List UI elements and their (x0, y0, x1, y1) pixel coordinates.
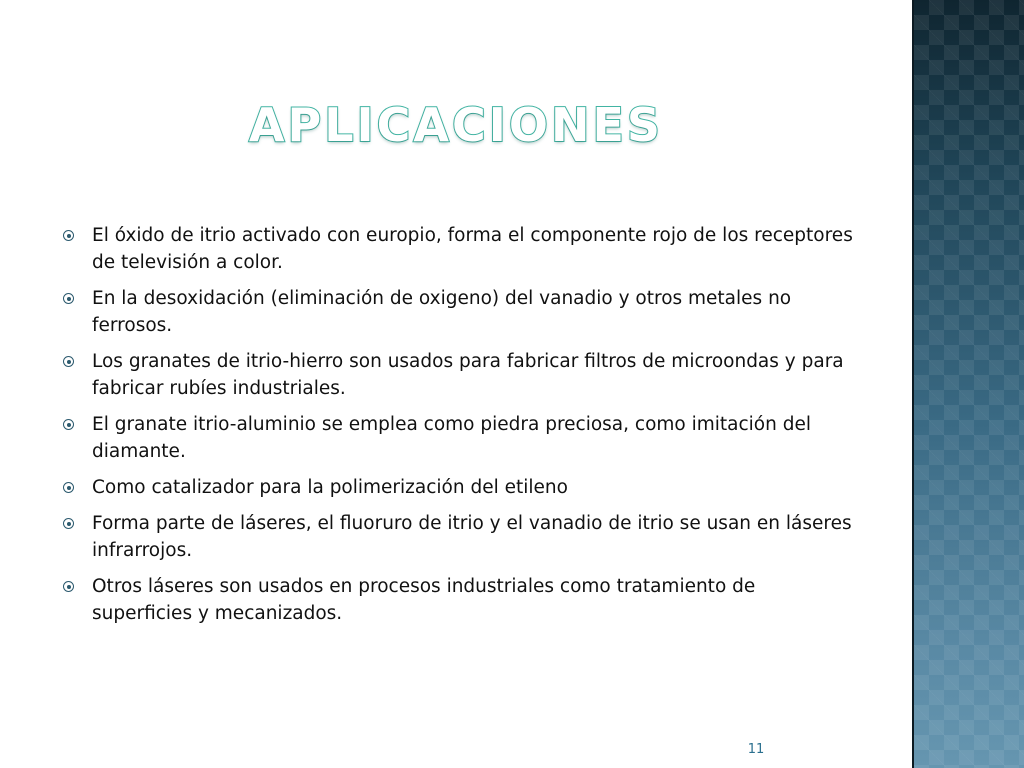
circle-dot-bullet-icon (63, 518, 74, 529)
list-item (60, 411, 860, 465)
list-item (60, 222, 860, 276)
circle-dot-bullet-icon (63, 230, 74, 241)
circle-dot-bullet-icon (63, 293, 74, 304)
decorative-side-panel (912, 0, 1024, 768)
list-item (60, 510, 860, 564)
list-item (60, 573, 860, 627)
list-item-text: En la desoxidación (eliminación de oxigeno) del vanadio y otros metales no ferrosos. (92, 288, 792, 336)
bullet-list (60, 222, 860, 636)
circle-dot-bullet-icon (63, 482, 74, 493)
circle-dot-bullet-icon (63, 356, 74, 367)
list-item-text: El granate itrio-aluminio se emplea como piedra preciosa, como imitación del diamante. (92, 414, 811, 462)
circle-dot-bullet-icon (63, 419, 74, 430)
page-number: 11 (747, 742, 765, 757)
list-item-text: Como catalizador para la polimerización del etileno (92, 477, 568, 498)
list-item (60, 285, 860, 339)
list-item (60, 474, 860, 501)
list-item-text: Forma parte de láseres, el fluoruro de itrio y el vanadio de itrio se usan en láseres infrarrojos. (92, 513, 852, 561)
circle-dot-bullet-icon (63, 581, 74, 592)
list-item-text: Los granates de itrio-hierro son usados para fabricar filtros de microondas y para fabricar rubíes industriales. (92, 351, 844, 399)
slide-title: APLICACIONES (248, 98, 664, 152)
list-item-text: El óxido de itrio activado con europio, forma el componente rojo de los receptores de televisión a color. (92, 225, 853, 273)
list-item-text: Otros láseres son usados en procesos industriales como tratamiento de superficies y mecanizados. (92, 576, 756, 624)
list-item (60, 348, 860, 402)
